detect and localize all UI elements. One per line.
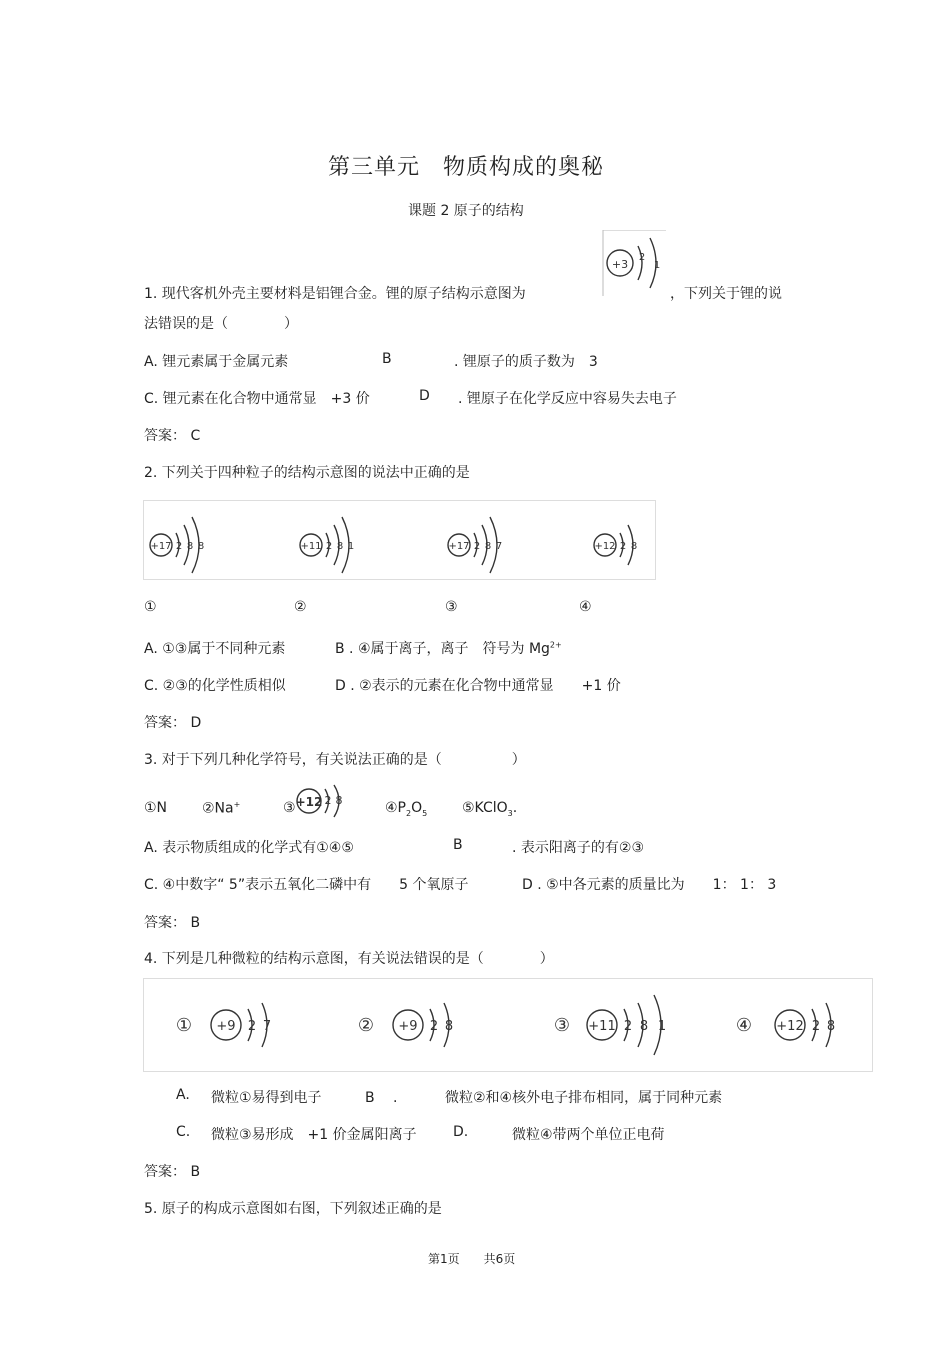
svg-text:8: 8 bbox=[444, 1019, 454, 1034]
q5-stem: 5. 原子的构成示意图如右图，下列叙述正确的是 bbox=[144, 1201, 442, 1217]
q4-answer: 答案： B bbox=[144, 1164, 201, 1180]
q2-particle-diagrams bbox=[143, 500, 656, 580]
svg-text:+11: +11 bbox=[588, 1019, 616, 1034]
q3-option-b: . 表示阳离子的有②③ bbox=[512, 840, 645, 856]
svg-text:1: 1 bbox=[653, 260, 661, 271]
q4-particle-1 bbox=[176, 1003, 271, 1047]
svg-text:7: 7 bbox=[495, 541, 503, 552]
q2-option-a: A. ①③属于不同种元素 bbox=[144, 641, 286, 657]
q3-symbol-3: ③ bbox=[283, 800, 296, 816]
q4-stem: 4. 下列是几种微粒的结构示意图，有关说法错误的是（ ） bbox=[144, 951, 554, 967]
q2-diagram-svg bbox=[144, 501, 655, 579]
svg-text:2: 2 bbox=[473, 541, 481, 552]
svg-text:①: ① bbox=[175, 1015, 193, 1036]
svg-text:+9: +9 bbox=[216, 1019, 236, 1034]
q1-option-b-letter: B bbox=[382, 351, 392, 367]
svg-text:8: 8 bbox=[335, 794, 343, 807]
q3-answer: 答案： B bbox=[144, 915, 201, 931]
q3-symbol-5: ⑤KClO$_3$. bbox=[462, 800, 518, 818]
svg-text:③: ③ bbox=[553, 1015, 571, 1036]
q1-option-a: A. 锂元素属于金属元素 bbox=[144, 354, 289, 370]
q4-particle-diagrams bbox=[143, 978, 873, 1072]
q4-particle-4 bbox=[736, 1003, 835, 1047]
q1-stem-c: 法错误的是（ ） bbox=[144, 316, 298, 332]
svg-text:④: ④ bbox=[735, 1015, 753, 1036]
svg-text:2: 2 bbox=[175, 541, 183, 552]
svg-text:+3: +3 bbox=[611, 258, 629, 271]
page-footer: 第1页 共6页 bbox=[428, 1252, 516, 1266]
q4-particle-3 bbox=[554, 995, 666, 1055]
q1-stem-a: 1. 现代客机外壳主要材料是铝锂合金。锂的原子结构示意图为 bbox=[144, 286, 526, 302]
q2-option-d: D . ②表示的元素在化合物中通常显 +1 价 bbox=[335, 678, 621, 694]
q3-symbol-4: $④P_2O_5$ bbox=[385, 800, 428, 818]
q4-option-c: 微粒③易形成 +1 价金属阳离子 bbox=[211, 1127, 417, 1143]
q2-particle-4 bbox=[594, 525, 637, 565]
q1-lithium-atom-diagram bbox=[602, 230, 668, 298]
lesson-subtitle: 课题 2 原子的结构 bbox=[408, 203, 524, 219]
svg-text:+17: +17 bbox=[150, 541, 172, 552]
q4-option-b-letter: B . bbox=[365, 1090, 398, 1106]
svg-text:2: 2 bbox=[429, 1019, 439, 1034]
page-title: 第三单元 物质构成的奥秘 bbox=[328, 155, 605, 180]
q3-mg-ion-diagram bbox=[294, 782, 346, 820]
svg-text:2: 2 bbox=[623, 1019, 633, 1034]
svg-text:2: 2 bbox=[324, 794, 332, 807]
q4-diagram-svg bbox=[144, 979, 872, 1071]
svg-text:1: 1 bbox=[657, 1019, 667, 1034]
q2-label-4: ④ bbox=[579, 599, 592, 615]
svg-text:2: 2 bbox=[638, 252, 646, 263]
svg-text:7: 7 bbox=[262, 1019, 272, 1034]
q2-answer: 答案： D bbox=[144, 715, 202, 731]
q1-option-c: C. 锂元素在化合物中通常显 +3 价 bbox=[144, 391, 370, 407]
svg-text:+11: +11 bbox=[300, 541, 322, 552]
q3-option-c: C. ④中数字“ 5”表示五氧化二磷中有 5 个氧原子 bbox=[144, 877, 469, 893]
svg-text:8: 8 bbox=[484, 541, 492, 552]
svg-text:2: 2 bbox=[811, 1019, 821, 1034]
svg-text:2: 2 bbox=[619, 541, 627, 552]
svg-text:2: 2 bbox=[247, 1019, 257, 1034]
q2-particle-2 bbox=[300, 517, 354, 573]
q4-option-a: 微粒①易得到电子 bbox=[211, 1090, 322, 1106]
svg-text:8: 8 bbox=[197, 541, 205, 552]
svg-text:8: 8 bbox=[630, 541, 638, 552]
q3-option-a: A. 表示物质组成的化学式有①④⑤ bbox=[144, 840, 354, 856]
q3-option-d: D . ⑤中各元素的质量比为 1： 1： 3 bbox=[522, 877, 777, 893]
svg-text:+9: +9 bbox=[398, 1019, 418, 1034]
q4-option-d-letter: D. bbox=[453, 1124, 469, 1140]
svg-text:+17: +17 bbox=[448, 541, 470, 552]
svg-text:+12: +12 bbox=[776, 1019, 804, 1034]
svg-text:8: 8 bbox=[826, 1019, 836, 1034]
q3-symbol-1: ①N bbox=[144, 800, 168, 816]
svg-text:+12: +12 bbox=[594, 541, 616, 552]
q3-stem: 3. 对于下列几种化学符号，有关说法正确的是（ ） bbox=[144, 752, 526, 768]
q2-option-b: B . ④属于离子，离子 符号为 $Mg^{2+}$ bbox=[335, 640, 562, 657]
q1-answer: 答案： C bbox=[144, 428, 201, 444]
q2-label-2: ② bbox=[294, 599, 307, 615]
svg-text:②: ② bbox=[357, 1015, 375, 1036]
q3-option-b-letter: B bbox=[453, 837, 463, 853]
svg-text:+12: +12 bbox=[295, 795, 323, 809]
q1-stem-b: ，下列关于锂的说 bbox=[670, 286, 782, 302]
q4-option-c-letter: C. bbox=[176, 1124, 191, 1140]
q3-symbol-2: ②Na+ bbox=[202, 800, 241, 817]
q1-option-d: . 锂原子在化学反应中容易失去电子 bbox=[458, 391, 677, 407]
svg-text:8: 8 bbox=[639, 1019, 649, 1034]
q2-label-1: ① bbox=[144, 599, 157, 615]
q1-option-b: . 锂原子的质子数为 3 bbox=[454, 354, 598, 370]
svg-text:8: 8 bbox=[186, 541, 194, 552]
q2-stem: 2. 下列关于四种粒子的结构示意图的说法中正确的是 bbox=[144, 465, 470, 481]
q1-option-d-letter: D bbox=[419, 388, 430, 404]
q2-label-3: ③ bbox=[445, 599, 458, 615]
q2-particle-1 bbox=[150, 517, 204, 573]
svg-text:2: 2 bbox=[325, 541, 333, 552]
svg-text:8: 8 bbox=[336, 541, 344, 552]
q4-option-a-letter: A. bbox=[176, 1087, 190, 1103]
q4-option-b: 微粒②和④核外电子排布相同，属于同种元素 bbox=[445, 1090, 723, 1106]
q2-particle-3 bbox=[448, 517, 502, 573]
q2-option-c: C. ②③的化学性质相似 bbox=[144, 678, 286, 694]
q4-particle-2 bbox=[358, 1003, 453, 1047]
svg-text:1: 1 bbox=[347, 541, 355, 552]
q4-option-d: 微粒④带两个单位正电荷 bbox=[512, 1127, 665, 1143]
